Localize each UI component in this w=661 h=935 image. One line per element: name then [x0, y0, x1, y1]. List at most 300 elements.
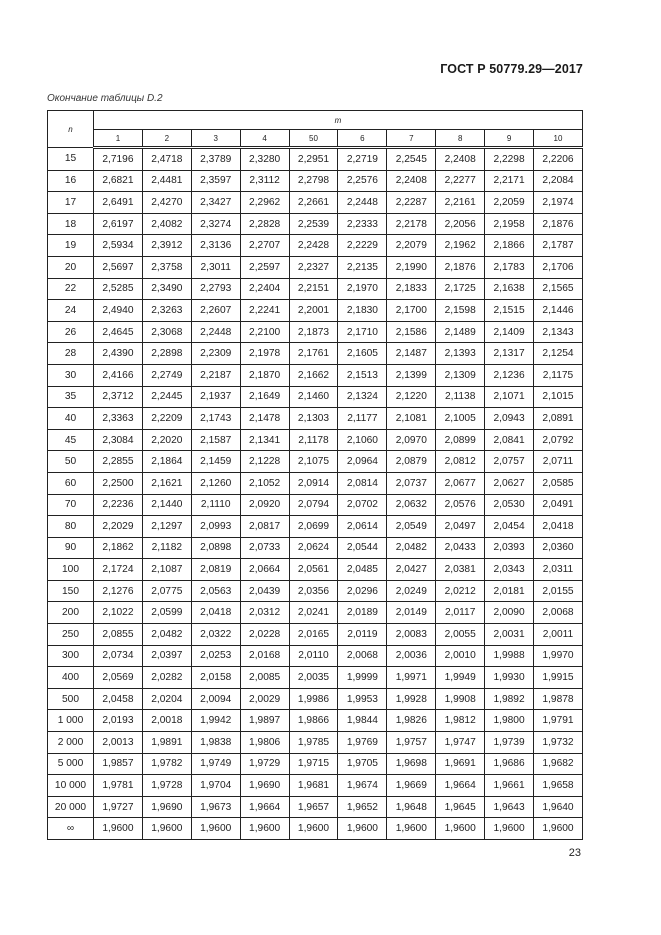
table-cell: 2,1182	[142, 537, 191, 559]
table-cell: 1,9686	[485, 753, 534, 775]
table-cell: 1,9600	[436, 818, 485, 840]
table-row	[48, 364, 583, 386]
table-cell: 2,0311	[534, 559, 583, 581]
column-header: 6	[338, 130, 387, 148]
table-cell: 2,1254	[534, 343, 583, 365]
table-cell: 2,0181	[485, 580, 534, 602]
table-cell: 1,9942	[191, 710, 240, 732]
table-cell: 2,1876	[534, 213, 583, 235]
table-cell: 2,1866	[485, 235, 534, 257]
data-table	[47, 110, 583, 840]
table-cell: 2,0964	[338, 451, 387, 473]
table-row	[48, 602, 583, 624]
table-cell: 2,2001	[289, 300, 338, 322]
table-cell: 1,9953	[338, 688, 387, 710]
table-row	[48, 451, 583, 473]
table-cell: 2,0485	[338, 559, 387, 581]
table-cell: 2,4481	[142, 170, 191, 192]
table-cell: 2,1276	[94, 580, 143, 602]
row-label-n: 70	[48, 494, 94, 516]
table-cell: 1,9643	[485, 796, 534, 818]
table-cell: 2,0031	[485, 624, 534, 646]
table-cell: 2,2059	[485, 192, 534, 214]
table-cell: 2,0029	[240, 688, 289, 710]
table-cell: 2,1440	[142, 494, 191, 516]
table-cell: 2,0576	[436, 494, 485, 516]
table-cell: 2,5285	[94, 278, 143, 300]
table-cell: 1,9781	[94, 775, 143, 797]
table-cell: 2,1005	[436, 408, 485, 430]
table-cell: 1,9698	[387, 753, 436, 775]
row-label-n: 500	[48, 688, 94, 710]
table-cell: 2,2178	[387, 213, 436, 235]
table-cell: 2,0228	[240, 624, 289, 646]
table-cell: 2,1022	[94, 602, 143, 624]
table-cell: 1,9728	[142, 775, 191, 797]
table-cell: 2,3427	[191, 192, 240, 214]
table-body	[48, 148, 583, 840]
table-cell: 1,9682	[534, 753, 583, 775]
table-row	[48, 732, 583, 754]
table-row	[48, 516, 583, 538]
table-cell: 2,0812	[436, 451, 485, 473]
table-row	[48, 278, 583, 300]
table-cell: 2,0010	[436, 645, 485, 667]
table-cell: 1,9986	[289, 688, 338, 710]
table-cell: 2,1110	[191, 494, 240, 516]
table-row	[48, 235, 583, 257]
table-cell: 2,0664	[240, 559, 289, 581]
table-cell: 1,9652	[338, 796, 387, 818]
table-cell: 2,2151	[289, 278, 338, 300]
table-cell: 2,2079	[387, 235, 436, 257]
table-cell: 2,2020	[142, 429, 191, 451]
row-label-n: 1 000	[48, 710, 94, 732]
table-cell: 2,6491	[94, 192, 143, 214]
table-cell: 1,9928	[387, 688, 436, 710]
table-cell: 2,3712	[94, 386, 143, 408]
table-cell: 2,3068	[142, 321, 191, 343]
table-cell: 2,0920	[240, 494, 289, 516]
table-cell: 1,9791	[534, 710, 583, 732]
table-cell: 1,9988	[485, 645, 534, 667]
table-cell: 2,1724	[94, 559, 143, 581]
table-cell: 2,4166	[94, 364, 143, 386]
table-cell: 2,7196	[94, 148, 143, 171]
table-row	[48, 710, 583, 732]
table-cell: 2,2576	[338, 170, 387, 192]
table-cell: 2,0165	[289, 624, 338, 646]
table-cell: 2,1489	[436, 321, 485, 343]
table-cell: 2,2500	[94, 472, 143, 494]
table-cell: 1,9661	[485, 775, 534, 797]
table-row	[48, 624, 583, 646]
table-cell: 2,2597	[240, 256, 289, 278]
table-cell: 2,3136	[191, 235, 240, 257]
table-cell: 2,0943	[485, 408, 534, 430]
table-row	[48, 386, 583, 408]
row-label-n: 2 000	[48, 732, 94, 754]
row-label-n: 16	[48, 170, 94, 192]
table-cell: 2,1060	[338, 429, 387, 451]
table-cell: 1,9747	[436, 732, 485, 754]
table-cell: 2,1787	[534, 235, 583, 257]
table-cell: 2,3789	[191, 148, 240, 171]
table-cell: 2,1317	[485, 343, 534, 365]
table-cell: 2,2241	[240, 300, 289, 322]
table-cell: 2,2327	[289, 256, 338, 278]
table-cell: 2,0249	[387, 580, 436, 602]
table-cell: 2,0737	[387, 472, 436, 494]
table-cell: 2,2206	[534, 148, 583, 171]
table-cell: 2,0993	[191, 516, 240, 538]
table-row	[48, 645, 583, 667]
table-cell: 2,0879	[387, 451, 436, 473]
table-cell: 2,1303	[289, 408, 338, 430]
table-caption: Окончание таблицы D.2	[47, 93, 163, 104]
table-cell: 2,1978	[240, 343, 289, 365]
table-cell: 2,2898	[142, 343, 191, 365]
table-cell: 1,9645	[436, 796, 485, 818]
table-cell: 2,0018	[142, 710, 191, 732]
table-cell: 1,9891	[142, 732, 191, 754]
table-cell: 1,9648	[387, 796, 436, 818]
table-cell: 2,0702	[338, 494, 387, 516]
table-cell: 1,9600	[240, 818, 289, 840]
table-row	[48, 537, 583, 559]
row-label-n: 19	[48, 235, 94, 257]
table-cell: 2,2793	[191, 278, 240, 300]
row-label-n: 20	[48, 256, 94, 278]
table-cell: 1,9705	[338, 753, 387, 775]
table-cell: 2,2951	[289, 148, 338, 171]
table-cell: 2,2029	[94, 516, 143, 538]
table-cell: 2,0814	[338, 472, 387, 494]
table-cell: 2,0899	[436, 429, 485, 451]
table-cell: 2,3112	[240, 170, 289, 192]
table-cell: 2,1962	[436, 235, 485, 257]
table-cell: 2,2236	[94, 494, 143, 516]
table-cell: 1,9600	[387, 818, 436, 840]
table-cell: 2,0204	[142, 688, 191, 710]
table-cell: 2,1587	[191, 429, 240, 451]
table-row	[48, 667, 583, 689]
table-row	[48, 192, 583, 214]
column-header: 1	[94, 130, 143, 148]
table-row	[48, 796, 583, 818]
column-header: 8	[436, 130, 485, 148]
table-cell: 2,1478	[240, 408, 289, 430]
table-cell: 1,9749	[191, 753, 240, 775]
table-cell: 2,6821	[94, 170, 143, 192]
table-cell: 2,2277	[436, 170, 485, 192]
table-cell: 2,0792	[534, 429, 583, 451]
row-label-n: 22	[48, 278, 94, 300]
table-cell: 2,0322	[191, 624, 240, 646]
table-cell: 2,1706	[534, 256, 583, 278]
table-cell: 2,0794	[289, 494, 338, 516]
table-cell: 1,9658	[534, 775, 583, 797]
table-cell: 2,0454	[485, 516, 534, 538]
table-cell: 1,9844	[338, 710, 387, 732]
table-cell: 2,0627	[485, 472, 534, 494]
table-cell: 2,0158	[191, 667, 240, 689]
table-cell: 2,0530	[485, 494, 534, 516]
table-cell: 2,1081	[387, 408, 436, 430]
row-label-n: 40	[48, 408, 94, 430]
row-label-n: 50	[48, 451, 94, 473]
table-cell: 2,2445	[142, 386, 191, 408]
table-cell: 2,0775	[142, 580, 191, 602]
table-cell: 1,9999	[338, 667, 387, 689]
table-cell: 2,0068	[338, 645, 387, 667]
table-cell: 1,9757	[387, 732, 436, 754]
table-cell: 1,9600	[534, 818, 583, 840]
row-label-n: 300	[48, 645, 94, 667]
table-cell: 1,9704	[191, 775, 240, 797]
row-label-n: 18	[48, 213, 94, 235]
table-cell: 2,1700	[387, 300, 436, 322]
table-row	[48, 170, 583, 192]
table-cell: 2,0599	[142, 602, 191, 624]
table-cell: 2,0381	[436, 559, 485, 581]
table-cell: 1,9826	[387, 710, 436, 732]
row-label-n: 15	[48, 148, 94, 171]
table-cell: 2,2749	[142, 364, 191, 386]
table-cell: 2,2448	[338, 192, 387, 214]
table-cell: 2,0149	[387, 602, 436, 624]
column-header: 4	[240, 130, 289, 148]
column-header-row	[48, 130, 583, 148]
table-cell: 2,4082	[142, 213, 191, 235]
table-cell: 2,2056	[436, 213, 485, 235]
table-cell: 2,0482	[387, 537, 436, 559]
table-cell: 2,0458	[94, 688, 143, 710]
row-label-n: 90	[48, 537, 94, 559]
table-cell: 1,9785	[289, 732, 338, 754]
table-cell: 1,9782	[142, 753, 191, 775]
table-cell: 2,1743	[191, 408, 240, 430]
table-cell: 2,1446	[534, 300, 583, 322]
table-cell: 1,9892	[485, 688, 534, 710]
table-cell: 1,9600	[191, 818, 240, 840]
table-cell: 2,0711	[534, 451, 583, 473]
table-cell: 2,6197	[94, 213, 143, 235]
table-cell: 2,2719	[338, 148, 387, 171]
table-row	[48, 559, 583, 581]
table-cell: 2,3490	[142, 278, 191, 300]
table-cell: 1,9908	[436, 688, 485, 710]
table-cell: 2,1236	[485, 364, 534, 386]
table-cell: 2,0563	[191, 580, 240, 602]
page-number: 23	[568, 847, 581, 859]
row-label-n: 5 000	[48, 753, 94, 775]
table-cell: 2,1662	[289, 364, 338, 386]
table-cell: 2,0013	[94, 732, 143, 754]
table-cell: 2,1343	[534, 321, 583, 343]
table-cell: 2,2545	[387, 148, 436, 171]
table-cell: 2,0011	[534, 624, 583, 646]
table-cell: 2,0360	[534, 537, 583, 559]
table-cell: 2,4940	[94, 300, 143, 322]
table-cell: 1,9690	[240, 775, 289, 797]
table-row	[48, 753, 583, 775]
row-label-n: 30	[48, 364, 94, 386]
table-cell: 2,1138	[436, 386, 485, 408]
table-cell: 2,0624	[289, 537, 338, 559]
table-cell: 2,3084	[94, 429, 143, 451]
table-cell: 2,0427	[387, 559, 436, 581]
table-cell: 2,1598	[436, 300, 485, 322]
table-row	[48, 688, 583, 710]
table-row	[48, 580, 583, 602]
table-cell: 2,1761	[289, 343, 338, 365]
table-cell: 2,0356	[289, 580, 338, 602]
table-cell: 2,0898	[191, 537, 240, 559]
table-cell: 2,2539	[289, 213, 338, 235]
table-cell: 1,9600	[142, 818, 191, 840]
table-cell: 2,1515	[485, 300, 534, 322]
table-cell: 2,0734	[94, 645, 143, 667]
table-row	[48, 300, 583, 322]
row-label-n: 28	[48, 343, 94, 365]
table-cell: 1,9739	[485, 732, 534, 754]
row-label-n: 100	[48, 559, 94, 581]
table-cell: 2,2798	[289, 170, 338, 192]
table-cell: 2,2707	[240, 235, 289, 257]
table-cell: 1,9691	[436, 753, 485, 775]
table-cell: 2,0544	[338, 537, 387, 559]
table-row	[48, 148, 583, 171]
table-cell: 2,0841	[485, 429, 534, 451]
table-cell: 1,9600	[289, 818, 338, 840]
table-cell: 2,1071	[485, 386, 534, 408]
table-row	[48, 408, 583, 430]
table-cell: 2,1974	[534, 192, 583, 214]
table-cell: 2,2209	[142, 408, 191, 430]
table-cell: 2,2408	[436, 148, 485, 171]
table-cell: 2,4645	[94, 321, 143, 343]
table-row	[48, 818, 583, 840]
table-cell: 2,0418	[534, 516, 583, 538]
column-header: 50	[289, 130, 338, 148]
table-cell: 2,0253	[191, 645, 240, 667]
table-cell: 2,2333	[338, 213, 387, 235]
table-cell: 2,4718	[142, 148, 191, 171]
table-cell: 2,1341	[240, 429, 289, 451]
table-row	[48, 343, 583, 365]
table-cell: 1,9838	[191, 732, 240, 754]
table-cell: 2,1565	[534, 278, 583, 300]
table-cell: 2,1487	[387, 343, 436, 365]
table-cell: 1,9681	[289, 775, 338, 797]
row-label-n: 200	[48, 602, 94, 624]
table-cell: 2,5697	[94, 256, 143, 278]
table-cell: 2,2408	[387, 170, 436, 192]
table-cell: 1,9673	[191, 796, 240, 818]
table-cell: 2,4270	[142, 192, 191, 214]
table-cell: 2,0312	[240, 602, 289, 624]
table-cell: 1,9769	[338, 732, 387, 754]
table-cell: 2,3758	[142, 256, 191, 278]
table-cell: 2,1177	[338, 408, 387, 430]
table-cell: 2,1460	[289, 386, 338, 408]
table-cell: 1,9806	[240, 732, 289, 754]
table-cell: 2,1830	[338, 300, 387, 322]
table-cell: 1,9715	[289, 753, 338, 775]
table-cell: 2,2229	[338, 235, 387, 257]
table-cell: 1,9857	[94, 753, 143, 775]
table-cell: 1,9657	[289, 796, 338, 818]
table-cell: 2,0189	[338, 602, 387, 624]
table-cell: 2,0117	[436, 602, 485, 624]
table-cell: 2,1409	[485, 321, 534, 343]
table-cell: 2,1649	[240, 386, 289, 408]
table-cell: 2,0819	[191, 559, 240, 581]
table-cell: 1,9800	[485, 710, 534, 732]
table-cell: 2,2287	[387, 192, 436, 214]
table-cell: 2,0439	[240, 580, 289, 602]
column-header: 9	[485, 130, 534, 148]
table-cell: 2,1638	[485, 278, 534, 300]
table-row	[48, 472, 583, 494]
table-cell: 2,1937	[191, 386, 240, 408]
table-cell: 2,1260	[191, 472, 240, 494]
table-cell: 2,3597	[191, 170, 240, 192]
table-cell: 1,9600	[94, 818, 143, 840]
table-cell: 2,1087	[142, 559, 191, 581]
table-row	[48, 429, 583, 451]
table-cell: 2,1297	[142, 516, 191, 538]
table-cell: 2,1725	[436, 278, 485, 300]
table-cell: 2,0418	[191, 602, 240, 624]
table-cell: 2,3363	[94, 408, 143, 430]
group-header-row	[48, 111, 583, 130]
table-row	[48, 256, 583, 278]
table-cell: 2,1605	[338, 343, 387, 365]
table-row	[48, 775, 583, 797]
table-cell: 1,9729	[240, 753, 289, 775]
table-cell: 2,2309	[191, 343, 240, 365]
table-cell: 2,1399	[387, 364, 436, 386]
table-cell: 2,0757	[485, 451, 534, 473]
table-cell: 2,0282	[142, 667, 191, 689]
table-cell: 2,0569	[94, 667, 143, 689]
column-header: 10	[534, 130, 583, 148]
table-cell: 2,1783	[485, 256, 534, 278]
table-cell: 2,3011	[191, 256, 240, 278]
column-header: 3	[191, 130, 240, 148]
table-cell: 2,0561	[289, 559, 338, 581]
table-cell: 2,2100	[240, 321, 289, 343]
table-cell: 1,9640	[534, 796, 583, 818]
table-cell: 2,2298	[485, 148, 534, 171]
table-cell: 2,0155	[534, 580, 583, 602]
table-cell: 2,2135	[338, 256, 387, 278]
group-header-m: m	[94, 111, 583, 130]
table-cell: 2,0632	[387, 494, 436, 516]
table-cell: 2,0397	[142, 645, 191, 667]
table-cell: 2,1864	[142, 451, 191, 473]
table-cell: 2,1862	[94, 537, 143, 559]
table-cell: 2,2161	[436, 192, 485, 214]
table-cell: 2,1586	[387, 321, 436, 343]
table-cell: 2,2404	[240, 278, 289, 300]
row-label-n: 35	[48, 386, 94, 408]
table-cell: 2,2084	[534, 170, 583, 192]
table-cell: 1,9812	[436, 710, 485, 732]
table-cell: 2,1220	[387, 386, 436, 408]
